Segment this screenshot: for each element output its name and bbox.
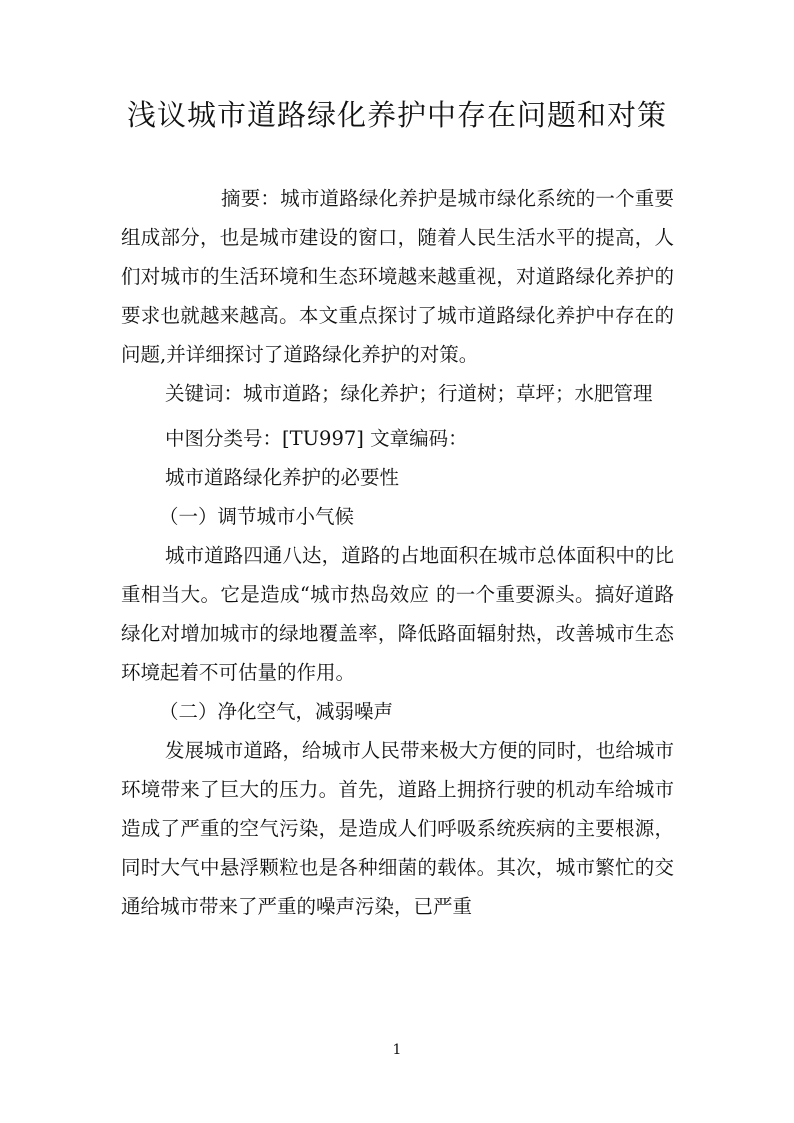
abstract-paragraph: 摘要：城市道路绿化养护是城市绿化系统的一个重要组成部分，也是城市建设的窗口，随着人民生活水平的提高，人们对城市的生活环境和生态环境越来越重视，对道路绿化养护的要求也就越来越高。本文重点探讨了城市道路绿化养护中存在的问题,并详细探讨了道路绿化养护的对策。 [121,187,674,366]
document-body [121,179,674,926]
document-title: 浅议城市道路绿化养护中存在问题和对策 [126,98,667,132]
subsection-paragraph-2: 发展城市道路，给城市人民带来极大方便的同时，也给城市环境带来了巨大的压力。首先，道路上拥挤行驶的机动车给城市造成了严重的空气污染，是造成人们呼吸系统疾病的主要根源，同时大气中悬浮颗粒也是各种细菌的载体。其次，城市繁忙的交通给城市带来了严重的噪声污染，已严重 [121,739,674,918]
classification-line: 中图分类号：[TU997] 文章编码： [165,427,468,450]
page-number: 1 [392,1042,402,1058]
subsection-paragraph-1: 城市道路四通八达，道路的占地面积在城市总体面积中的比重相当大。它是造成“城市热岛效应 的一个重要源头。搞好道路绿化对增加城市的绿地覆盖率，降低路面辐射热，改善城市生态环境起着不可估量的作用。 [121,544,674,684]
subsection-heading-2: （二）净化空气，减弱噪声 [159,700,394,723]
section-heading: 城市道路绿化养护的必要性 [165,466,400,489]
keywords-paragraph: 关键词：城市道路；绿化养护；行道树；草坪；水肥管理 [165,382,653,405]
subsection-heading-1: （一）调节城市小气候 [159,505,355,528]
